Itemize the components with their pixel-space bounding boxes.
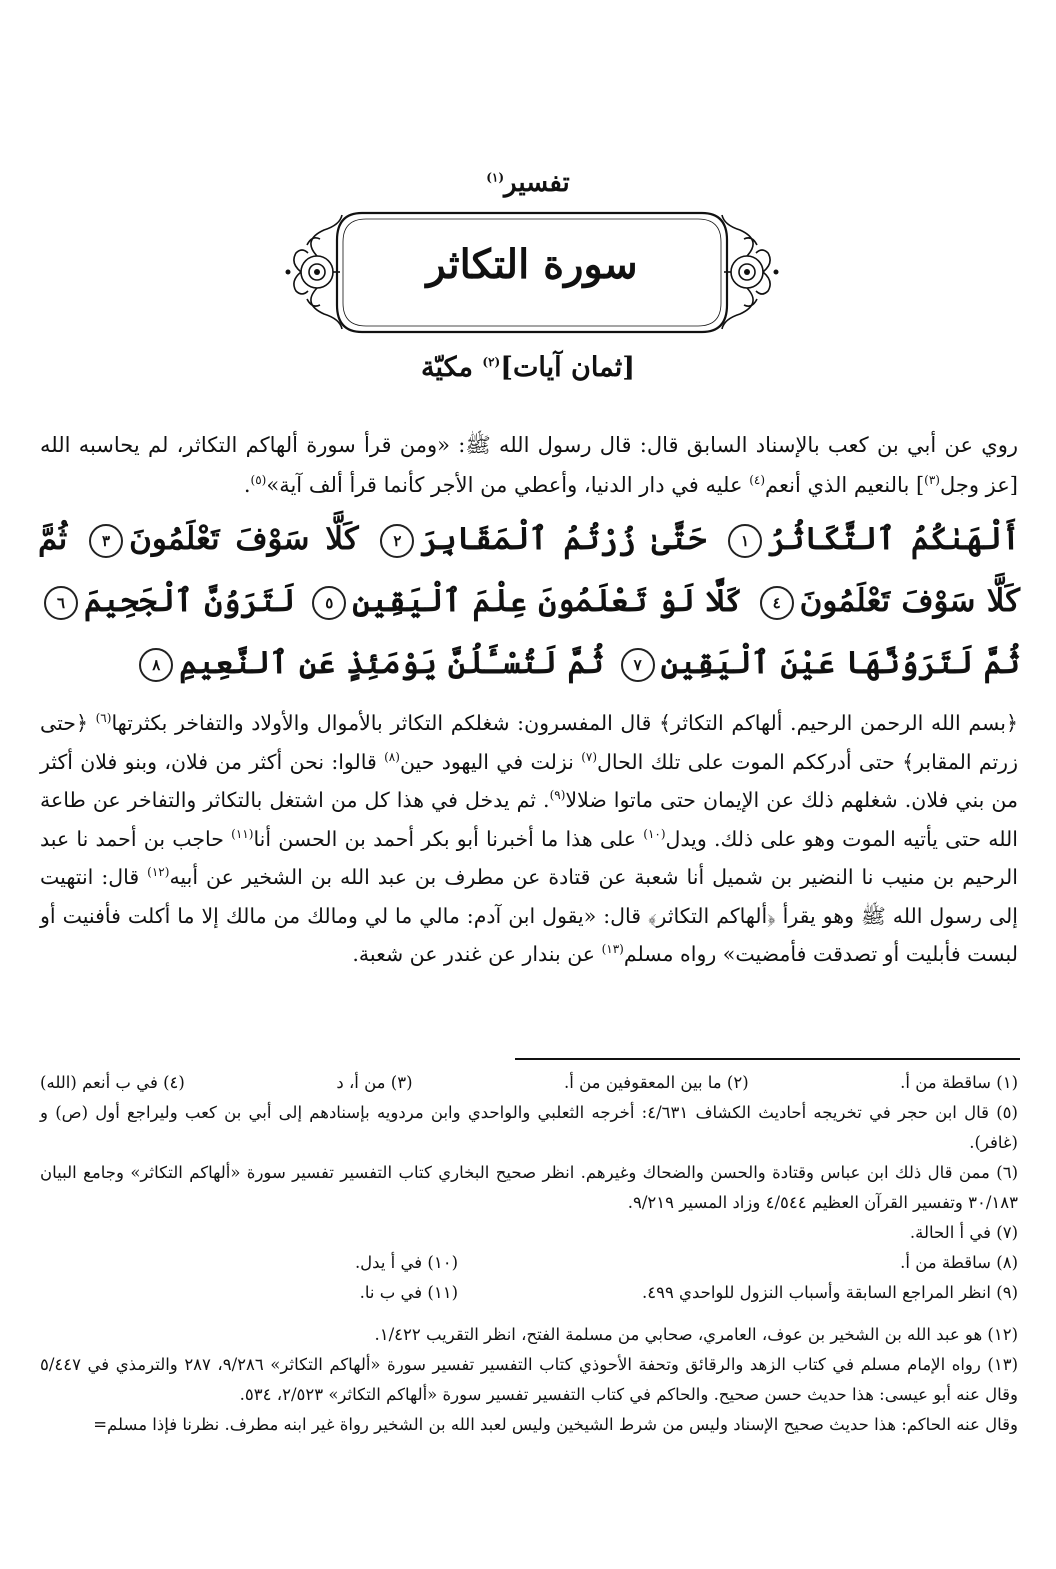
footnote-ref: (٢) [482,355,501,369]
commentary-text: قالوا: نحن أكثر من فلان، وبنو فلان أكثر من بني فلان. شغلهم ذلك عن الإيمان حتى ماتوا ضلالا [40,749,1018,812]
intro-paragraph [40,425,1018,505]
commentary-text: عن بندار عن غندر عن شعبة. [352,942,602,966]
footnote-8: (٨) ساقطة من أ. [900,1253,1018,1272]
footnote-row [40,1248,1018,1278]
footnote-ref: (١٣) [601,942,624,957]
ayah-number-marker: ٧ [621,648,655,682]
footnote-ref: (٤) [749,473,766,487]
intro-text: عليه في دار الدنيا، وأعطي من الأجر كأنما قرأ ألف آية» [266,473,750,497]
intro-text: . [243,473,251,497]
footnote-ref: (٩) [549,788,566,803]
footnote-ref: (٨) [384,749,400,764]
ayah-text: ثُمَّ لَتَرَوُنَّهَا عَيْنَ ٱلْيَقِينِ [660,645,1020,681]
footnote-row [40,1068,1018,1098]
footnote-1: (١) ساقطة من أ. [900,1073,1018,1092]
revelation-type: مكيّة [420,352,473,383]
ayah-number-marker: ٢ [380,524,414,558]
footnote-ref: (٣) [924,473,940,487]
ayah-text: ثُمَّ لَتُسْـَٔلُنَّ يَوْمَئِذٍ عَنِ ٱلنَّعِيمِ [179,645,604,681]
footnote-ref: (١١) [231,826,254,841]
commentary-text: نزلت في اليهود حين [399,749,582,774]
footnote-divider [515,1058,1020,1060]
footnote-5: (٥) قال ابن حجر في تخريجه أحاديث الكشاف ٤/٦٣١: أخرجه الثعلبي والواحدي وابن مردويه بإسنادهم إلى أبي بن كعب وليراجع أول (ص) و (غافر). [40,1103,1018,1152]
commentary-paragraph [40,704,1018,974]
commentary-text: حاجب بن أحمد نا عبد الرحيم بن منيب نا النضير بن شميل أنا شعبة عن قتادة عن مطرف بن عبد الله بن الشخير عن أبيه [40,826,1018,889]
footnote-11: (١١) في ب نا. [359,1283,458,1302]
footnote-2: (٢) ما بين المعقوفين من أ. [564,1073,749,1092]
tafsir-label: تفسير [504,168,570,198]
footnote-ref: (١٢) [147,865,170,880]
commentary-text: قال: انتهيت إلى رسول الله ﷺ وهو يقرأ ﴿ألهاكم التكاثر﴾ قال: «يقول ابن آدم: مالي ما لي ومالك من مالك إلا ما أكلت فأفنيت أو لبست فأبليت أو تصدقت فأمضيت» رواه مسلم [40,865,1018,966]
commentary-text: ﴿بسم الله الرحمن الرحيم. ألهاكم التكاثر﴾ قال المفسرون: شغلكم التكاثر بالأموال والأولاد والتفاخر بكثرتها [111,711,1018,735]
verses-count-line [0,352,1056,383]
ayah-text: كَلَّا لَوْ تَعْلَمُونَ عِلْمَ ٱلْيَقِينِ [352,583,743,619]
commentary-text: . ثم يدخل في هذا كل من اشتغل بالتكاثر والتفاخر عن طاعة الله حتى يأتيه الموت وهو على ذلك. ويدل [40,788,1018,851]
footnote-3: (٣) من أ، د [336,1073,413,1092]
commentary-text: ﴿حتى زرتم المقابر﴾ حتى أدرككم الموت على تلك الحال [40,711,1018,774]
quran-verses [38,508,1020,694]
ayah-number-marker: ٤ [760,586,794,620]
footnote-6: (٦) ممن قال ذلك ابن عباس وقتادة والحسن والضحاك وغيرهم. انظر صحيح البخاري كتاب التفسير تفسير سورة «ألهاكم التكاثر» وجامع البيان ٣٠/١٨٣ وتفسير القرآن العظيم ٤/٥٤٤ وزاد المسير ٩/٢١٩. [40,1163,1018,1212]
footnote-13-continued: وقال عنه الحاكم: هذا حديث صحيح الإسناد وليس من شرط الشيخين وليس لعبد الله بن الشخير رواة غير ابنه مطرف. نظرنا فإذا مسلم= [93,1415,1018,1434]
spacer [40,1308,1018,1320]
surah-title: سورة التكاثر [426,241,638,288]
ayah-text: أَلْهَىٰكُمُ ٱلتَّكَاثُرُ [768,521,1020,557]
ayah-text: حَتَّىٰ زُرْتُمُ ٱلْمَقَابِرَ [420,521,707,557]
intro-text: ] بالنعيم الذي أنعم [765,473,925,497]
footnote-9: (٩) انظر المراجع السابقة وأسباب النزول للواحدي ٤٩٩. [641,1283,1018,1302]
intro-text: [عز وجل [939,473,1018,497]
commentary-text: على هذا ما أخبرنا أبو بكر أحمد بن الحسن أنا [253,826,644,851]
footnote-10: (١٠) في أ يدل. [354,1253,458,1272]
footnote-12: (١٢) هو عبد الله بن الشخير بن عوف، العامري، صحابي من مسلمة الفتح، انظر التقريب ١/٤٢٢. [374,1325,1018,1344]
footnote-ref: (٧) [581,749,598,764]
ayah-number-marker: ٣ [89,524,123,558]
surah-title-frame [282,205,782,340]
footnote-ref: (١٠) [643,826,666,841]
footnote-13: (١٣) رواه الإمام مسلم في كتاب الزهد والرقائق وتحفة الأحوذي كتاب التفسير تفسير سورة «ألهاكم التكاثر» ٩/٢٨٦، ٢٨٧ والترمذي في ٥/٤٤٧ وقال عنه أبو عيسى: هذا حديث حسن صحيح. والحاكم في كتاب التفسير تفسير سورة «ألهاكم التكاثر» ٢/٥٢٣، ٥٣٤. [40,1355,1018,1404]
footnote-ref: (١) [486,170,505,185]
ayah-number-marker: ٥ [312,586,346,620]
ayah-number-marker: ٦ [44,586,78,620]
footnotes [40,1068,1018,1440]
verses-count: [ثمان آيات] [500,352,636,383]
footnote-4: (٤) في ب أنعم (الله) [40,1073,185,1092]
tafsir-heading [0,168,1056,198]
footnote-ref: (٥) [250,473,267,487]
ayah-text: ثُمَّ كَلَّا سَوْفَ تَعْلَمُونَ [38,521,1021,619]
intro-text: روي عن أبي بن كعب بالإسناد السابق قال: قال رسول الله ﷺ: «ومن قرأ سورة ألهاكم التكاثر، لم يحاسبه الله [40,433,1018,457]
ayah-text: لَتَرَوُنَّ ٱلْجَحِيمَ [84,583,296,619]
footnote-ref: (٦) [95,711,112,726]
footnote-7: (٧) في أ الحالة. [909,1223,1018,1242]
ayah-text: كَلَّا سَوْفَ تَعْلَمُونَ [129,521,359,557]
ayah-number-marker: ١ [728,524,762,558]
footnote-row [40,1278,1018,1308]
ayah-number-marker: ٨ [139,648,173,682]
